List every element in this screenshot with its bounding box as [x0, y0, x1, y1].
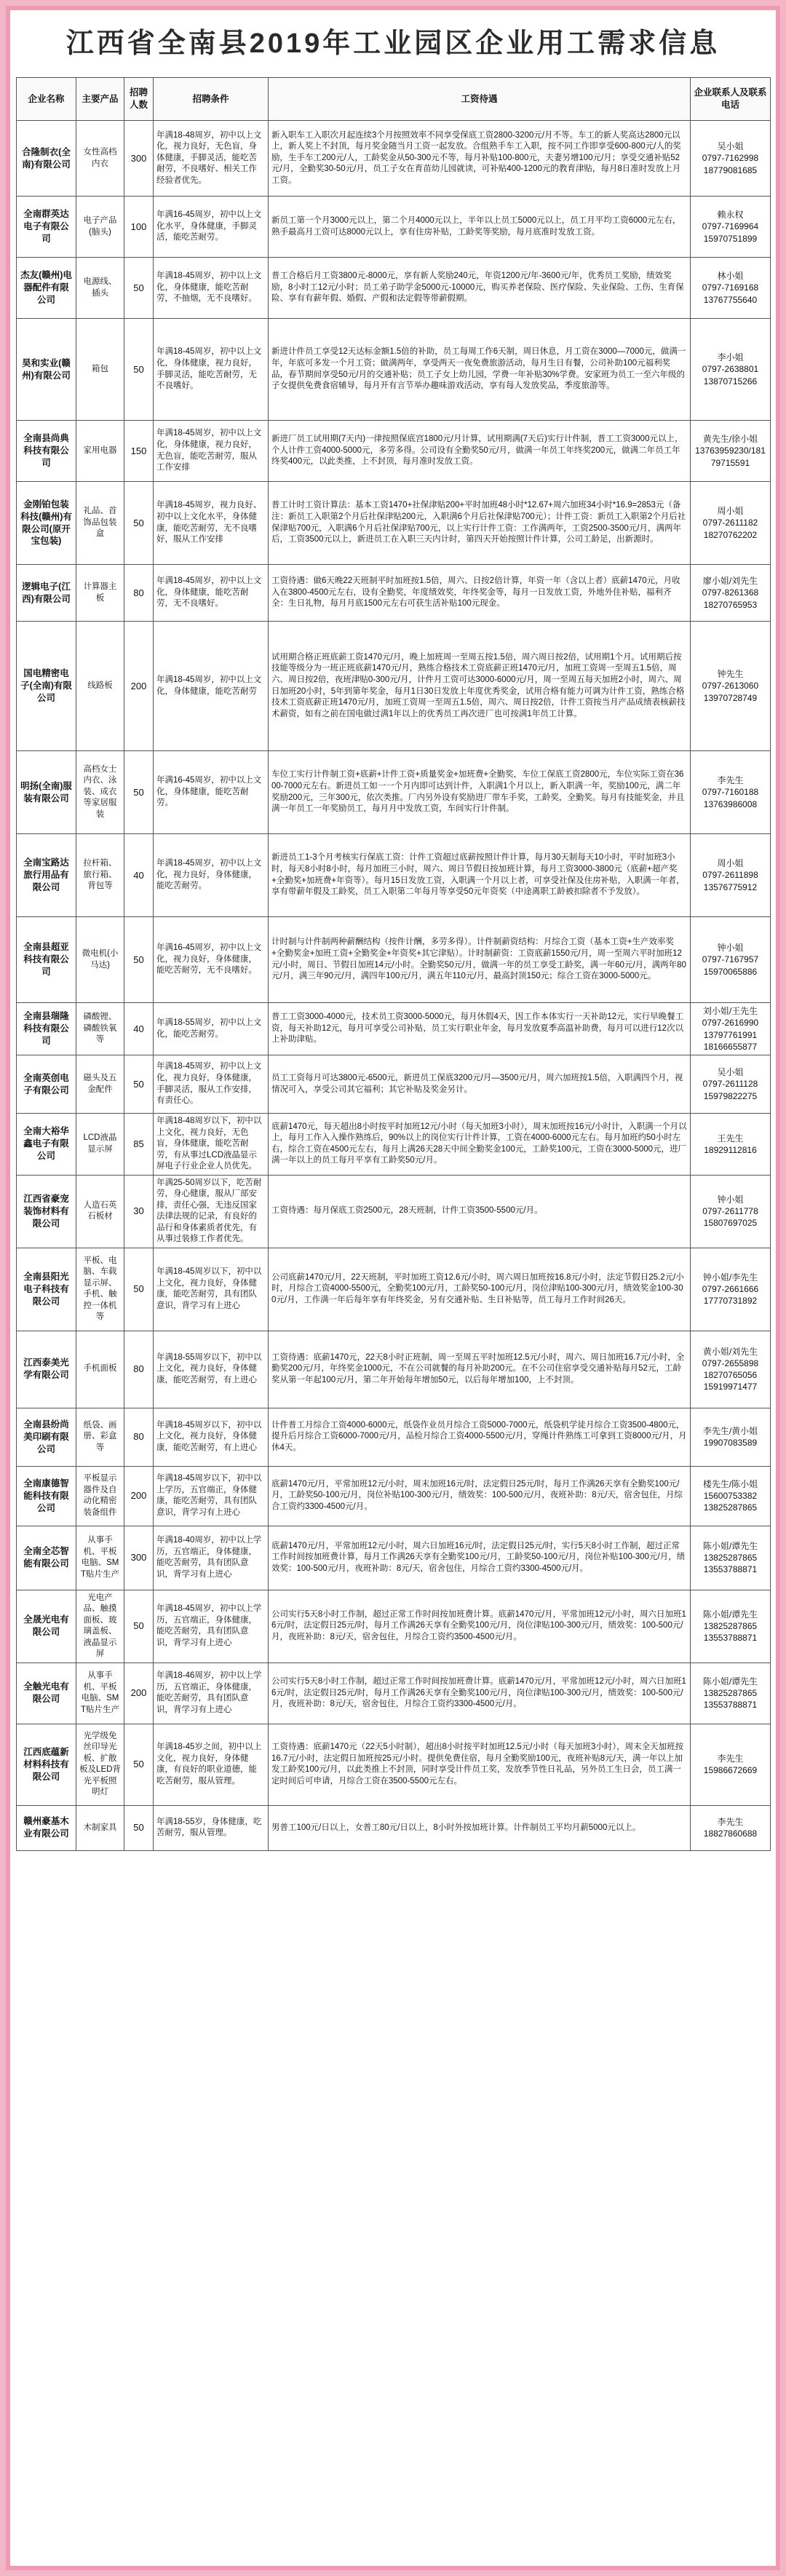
table-row [17, 482, 771, 565]
product-cell: 磷酸锂、磷酸铁氧等 [76, 1003, 124, 1055]
salary-cell: 新员工第一个月3000元以上，第二个月4000元以上，半年以上员工5000元以上，员工月平均工资6000元左右，熟手最高月工资可达8000元以上，享有住房补贴，工龄奖等奖励，每月底准时发放工资。 [269, 197, 691, 258]
hiring-count: 30 [124, 1175, 154, 1248]
hiring-count: 40 [124, 834, 154, 917]
requirements-cell: 年满18-45周岁，视力良好、初中以上文化水平，身体健康，能吃苦耐劳，无不良嗜好，服从工作安排 [154, 482, 269, 565]
company-name: 全晟光电有限公司 [17, 1590, 76, 1662]
contact-cell: 陈小姐/谭先生 13825287865 13553788871 [691, 1590, 771, 1662]
header-company: 企业名称 [17, 78, 76, 121]
table-row [17, 565, 771, 622]
contact-cell: 李先生/黄小姐 19907083589 [691, 1408, 771, 1466]
table-row [17, 1055, 771, 1114]
company-name: 全南县瑞隆科技有限公司 [17, 1003, 76, 1055]
hiring-count: 50 [124, 1055, 154, 1114]
header-product: 主要产品 [76, 78, 124, 121]
contact-cell: 陈小姐/谭先生 13825287865 13553788871 [691, 1662, 771, 1724]
hiring-count: 50 [124, 258, 154, 319]
salary-cell: 计件普工月综合工资4000-6000元，纸袋作业员月综合工资5000-7000元，纸袋机学徒月综合工资3500-4800元，提升后月综合工资6000-7000元/月，品检月综合工资4000-5500元/月，穿绳计件熟练工可拿到工资8000元/月，月休4天。 [269, 1408, 691, 1466]
table-row [17, 1114, 771, 1176]
hiring-count: 300 [124, 1526, 154, 1590]
product-cell: 平板显示器件及自动化精密装备组件 [76, 1466, 124, 1526]
salary-cell: 新进计件员工享受12天达标金额1.5倍的补助，员工每周工作6天制，周日休息，月工资在3000—7000元，做满一年，年底可多发一个月工资；做满两年，享受两天一夜免费旅游活动，每月生日有餐，公司补助100元福利奖品，春节期间享受50元/月的交通补贴；员工子女上幼儿园，学费一年补贴30%学费。安家班为员工一至六年级的子女提供免费食宿辅导，每月开有言节举办趣味游戏活动，享有每人发放奖品，季度旅游等。 [269, 319, 691, 421]
product-cell: 电源线、插头 [76, 258, 124, 319]
hiring-count: 100 [124, 197, 154, 258]
table-row [17, 622, 771, 751]
hiring-count: 200 [124, 622, 154, 751]
company-name: 江西省豪宠装饰材料有限公司 [17, 1175, 76, 1248]
page-frame [10, 10, 776, 2566]
hiring-count: 200 [124, 1662, 154, 1724]
table-row [17, 1331, 771, 1408]
product-cell: 礼品、首饰品包装盒 [76, 482, 124, 565]
salary-cell: 底薪1470元，每天超出8小时按平时加班12元/小时（每天加班3小时），周末加班按16元/小时计，入职满一个月以上，每月工作入入操作熟练后，90%以上的岗位实行计件计算，工资在4000-6000元左右。每月加班约50小时左右，综合工资在4500元左右，每月上满26天28天中间全勤奖金100元，工龄奖100元，工资在3000-5000元，进厂满一年以上的员工每月平享有工龄奖50元/月。 [269, 1114, 691, 1176]
salary-cell: 普工合格后月工资3800元-8000元，享有新人奖励240元，年资1200元/年-3600元/年，优秀员工奖励，绩效奖励，8小时工12元/小时；员工弟子助学金5000元-10000元，购买养老保险、医疗保险、失业保险、工伤、生育保险、享有有薪年假、婚假、产假和法定假等带薪假期。 [269, 258, 691, 319]
requirements-cell: 年满18-45周岁，初中以上文化，身体健康，能吃苦耐劳，不抽烟，无不良嗜好。 [154, 258, 269, 319]
header-requirements: 招聘条件 [154, 78, 269, 121]
header-count: 招聘人数 [124, 78, 154, 121]
requirements-cell: 年满18-48周岁，初中以上文化，视力良好，无色盲，身体健康，手脚灵活，能吃苦耐劳，不良嗜好、相关工作经验者优先。 [154, 121, 269, 197]
company-name: 全南全芯智能有限公司 [17, 1526, 76, 1590]
product-cell: 箱包 [76, 319, 124, 421]
company-name: 全南大裕华鑫电子有限公司 [17, 1114, 76, 1176]
contact-cell: 钟小姐/李先生 0797-2661666 17770731892 [691, 1248, 771, 1331]
product-cell: 光电产品、触摸面板、玻璃盖板、液晶显示屏 [76, 1590, 124, 1662]
requirements-cell: 年满16-45周岁，初中以上文化，身体健康，能吃苦耐劳。 [154, 751, 269, 834]
requirements-cell: 年满18-45周岁，初中以上文化，视力良好，身体健康，能吃苦耐劳。 [154, 834, 269, 917]
contact-cell: 钟小姐 0797-2611778 15807697025 [691, 1175, 771, 1248]
salary-cell: 公司实行5天8小时工作制，超过正常工作时间按加班费计算。底薪1470元/月，平常加班12元/小时，周六日加班16元/时，法定假日25元/时，每月工作满26天享有全勤奖100元/月，岗位津贴100-300元/月，绩效奖：100-500元/月，夜班补助：8元/天，宿舍包住，月综合工资约3300-4500元/月。 [269, 1662, 691, 1724]
contact-cell: 赖永权 0797-7169964 15970751899 [691, 197, 771, 258]
company-name: 明扬(全南)服装有限公司 [17, 751, 76, 834]
company-name: 全南宝路达旅行用品有限公司 [17, 834, 76, 917]
contact-cell: 李先生 18827860688 [691, 1805, 771, 1850]
table-row [17, 1248, 771, 1331]
requirements-cell: 年满18-55岁，身体健康，吃苦耐劳，服从管理。 [154, 1805, 269, 1850]
table-row [17, 1724, 771, 1805]
contact-cell: 周小姐 0797-2611182 18270762202 [691, 482, 771, 565]
salary-cell: 普工计时工资计算法：基本工资1470+社保津贴200+平时加班48小时*12.67+周六加班34小时*16.9=2853元（备注：新员工入职第2个月后社保津贴200元，入职满6个月后社保津贴700元）；计件工资：新员工入职第2个月后社保津贴700元，入职满6个月后社保津贴700元，以上实行计件工资：工作满两年，工资2500-3500元/月，满两年后，工资3500元以上，新进员工在入职三天内计时，第四天开始按照计件计算，公司工龄足，出新源时。 [269, 482, 691, 565]
hiring-count: 80 [124, 1331, 154, 1408]
table-row [17, 121, 771, 197]
table-header-row [17, 78, 771, 121]
contact-cell: 周小姐 0797-2611898 13576775912 [691, 834, 771, 917]
table-row [17, 834, 771, 917]
requirements-cell: 年满16-45周岁，初中以上文化，视力良好，身体健康，能吃苦耐劳，无不良嗜好。 [154, 917, 269, 1003]
header-contact: 企业联系人及联系电话 [691, 78, 771, 121]
salary-cell: 新进厂员工试用期(7天内)一律按照保底宫1800元/月计算，试用期满(7天后)实行计件制，普工工资3000元以上，个人计件工资4000-5000元，多劳多得。公司设有全勤奖50元/月，做满一年员工年终奖200元，做满二年员工年终奖400元，以此类推，上不封顶，每月准时发放工资。 [269, 421, 691, 482]
contact-cell: 王先生 18929112816 [691, 1114, 771, 1176]
requirements-cell: 年满25-50周岁以下，吃苦耐劳，身心健康，服从厂部安排，责任心强，无违反国家法律法规的记录，有良好的品行和身体素质者优先，有从事过装修工作者优先。 [154, 1175, 269, 1248]
company-name: 全触光电有限公司 [17, 1662, 76, 1724]
salary-cell: 底薪1470元/月，平常加班12元/小时，周六日加班16元/时，法定假日25元/时，实行5天8小时工作制，超过正常工作时间按加班费计算，每月工作满26天享有全勤奖100元/月，工龄奖50-100元/月，岗位补贴100-300元/月，绩效奖：100-500元/月，夜班补助：8元/天，宿舍包住，月综合工资约3300-4500元/月。 [269, 1526, 691, 1590]
product-cell: 从事手机、平板电脑、SMT贴片生产 [76, 1526, 124, 1590]
page-title: 江西省全南县2019年工业园区企业用工需求信息 [66, 28, 720, 59]
table-row [17, 1466, 771, 1526]
table-row [17, 1003, 771, 1055]
contact-cell: 钟小姐 0797-7167957 15970065886 [691, 917, 771, 1003]
requirements-cell: 年满18-45周岁以下，初中以上文化，视力良好，身体健康，能吃苦耐劳，有上进心 [154, 1408, 269, 1466]
contact-cell: 刘小姐/王先生 0797-2616990 13797761991 18166655877 [691, 1003, 771, 1055]
table-row [17, 258, 771, 319]
product-cell: 人造石英石板材 [76, 1175, 124, 1248]
product-cell: 木制家具 [76, 1805, 124, 1850]
requirements-cell: 年满18-55周岁，初中以上文化，能吃苦耐劳。 [154, 1003, 269, 1055]
contact-cell: 吴小姐 0797-7162998 18779081685 [691, 121, 771, 197]
requirements-cell: 年满18-46周岁，初中以上学历，五官端正，身体健康，能吃苦耐劳，具有团队意识，背学习有上进心 [154, 1662, 269, 1724]
requirements-cell: 年满18-45周岁以下，初中以上文化，视力良好，身体健康，能吃苦耐劳，具有团队意识，背学习有上进心 [154, 1248, 269, 1331]
company-name: 全南县阳光电子科技有限公司 [17, 1248, 76, 1331]
product-cell: 拉杆箱、旅行箱、背包等 [76, 834, 124, 917]
company-name: 合隆制衣(全南)有限公司 [17, 121, 76, 197]
contact-cell: 李先生 0797-7160188 13763986008 [691, 751, 771, 834]
salary-cell: 公司底薪1470元/月，22天班制，平时加班工资12.6元/小时，周六周日加班按16.8元/小时，法定节假日25.2元/小时，月综合工资4000-5500元，全勤奖100元/月，工龄奖50-100元/月，岗位津贴100-300元/月，绩效奖金100-300元/月，工作满一年后每年享有年终奖金，另有交通补贴、生日补贴等，员工每月工作时间26天。 [269, 1248, 691, 1331]
table-row [17, 1526, 771, 1590]
hiring-count: 300 [124, 121, 154, 197]
table-row [17, 917, 771, 1003]
table-row [17, 1590, 771, 1662]
product-cell: 线路板 [76, 622, 124, 751]
contact-cell: 李小姐 0797-2638801 13870715266 [691, 319, 771, 421]
hiring-count: 150 [124, 421, 154, 482]
table-row [17, 1805, 771, 1850]
company-name: 国电精密电子(全南)有限公司 [17, 622, 76, 751]
contact-cell: 李先生 15986672669 [691, 1724, 771, 1805]
company-name: 全南康德智能科技有限公司 [17, 1466, 76, 1526]
company-name: 逻辑电子(江西)有限公司 [17, 565, 76, 622]
hiring-count: 50 [124, 751, 154, 834]
salary-cell: 普工工资3000-4000元，技术员工资3000-5000元，每月休假4天，因工作本体实行一天补助12元，实行早晚餐工资，每天补助12元，每月可享受公司补贴，员工实行职业年金，每月发放夏季高温补助费，每月可以进行12次以上补助津贴。 [269, 1003, 691, 1055]
hiring-count: 50 [124, 319, 154, 421]
contact-cell: 廖小姐/刘先生 0797-8261368 18270765953 [691, 565, 771, 622]
product-cell: 女性高档内衣 [76, 121, 124, 197]
salary-cell: 工资待遇：每月保底工资2500元，28天班制，计件工资3500-5500元/月。 [269, 1175, 691, 1248]
contact-cell: 楼先生/陈小姐 15600753382 13825287865 [691, 1466, 771, 1526]
table-row [17, 751, 771, 834]
requirements-cell: 年满18-55周岁以下，初中以上文化，视力良好，身体健康，能吃苦耐劳，有上进心 [154, 1331, 269, 1408]
product-cell: 微电机(小马达) [76, 917, 124, 1003]
requirements-cell: 年满18-45周岁以下，初中以上学历，五官端正，身体健康，能吃苦耐劳，具有团队意识，背学习有上进心 [154, 1466, 269, 1526]
contact-cell: 林小姐 0797-7169168 13767755640 [691, 258, 771, 319]
table-row [17, 319, 771, 421]
salary-cell: 车位工实行计件制工资+底薪+计件工资+质量奖金+加班费+全勤奖，车位工保底工资2800元，车位实际工资在3600-7000元左右。新进员工如一一个月内即可达到计件，入职满1个月以上，新入职满一年，奖励100元，满二年奖励200元，三年300元，依次类推。厂内另外设有奖励进厂带车手奖，工龄奖，全勤奖。每月有技能奖金，并且满一年员工一年奖励员工，每月月中发放工资，车间实行计件制。 [269, 751, 691, 834]
salary-cell: 公司实行5天8小时工作制，超过正常工作时间按加班费计算。底薪1470元/月，平常加班12元/小时，周六日加班16元/时，法定假日25元/时，每月工作满26天享有全勤奖100元/月，岗位津贴100-300元/月，绩效奖：100-500元/月，夜班补助：8元/天，宿舍包住，月综合工资约3500-4500元/月。 [269, 1590, 691, 1662]
table-row [17, 421, 771, 482]
hiring-count: 50 [124, 917, 154, 1003]
salary-cell: 工资待遇：底薪1470元（22天5小时制），超出8小时按平时加班12.5元/小时（每天加班3小时），周末全天加班按16.7元/小时，法定假日加班按25元/小时。提供免费住宿，每月全勤奖励100元，夜班补贴8元/天，满一年以上加发工龄奖100元/月，以此类推上不封顶，同时享受计件员工奖，发放季节性日礼品，另外员工生日会，员工满一定时间后可申请，月综合工资在3500-5500元左右。 [269, 1724, 691, 1805]
company-name: 全南县尚典科技有限公司 [17, 421, 76, 482]
hiring-count: 80 [124, 565, 154, 622]
table-row [17, 1408, 771, 1466]
product-cell: 家用电器 [76, 421, 124, 482]
job-table [16, 77, 771, 1851]
table-row [17, 197, 771, 258]
table-row [17, 1175, 771, 1248]
product-cell: 电子产品(脑头) [76, 197, 124, 258]
salary-cell: 底薪1470元/月，平常加班12元/小时，周末加班16元/时，法定假日25元/时，每月工作满26天享有全勤奖100元/月，工龄奖50-100元/月，岗位补贴100-300元/月，绩效奖：100-500元/月，夜班补助：8元/天，宿舍包住，月综合工资约3300-4500元/月。 [269, 1466, 691, 1526]
company-name: 赣州豪基木业有限公司 [17, 1805, 76, 1850]
contact-cell: 黄先生/徐小姐 13763959230/18179715591 [691, 421, 771, 482]
company-name: 杰友(赣州)电器配件有限公司 [17, 258, 76, 319]
company-name: 全南英创电子有限公司 [17, 1055, 76, 1114]
table-row [17, 1662, 771, 1724]
product-cell: 纸袋、画册、彩盒等 [76, 1408, 124, 1466]
hiring-count: 50 [124, 482, 154, 565]
salary-cell: 新入职车工入职次月起连续3个月按照效率不同享受保底工资2800-3200元/月不等。车工的新人奖高达2800元以上，新人奖上不封顶，每月奖金随当月工资一起发放。合组熟手车工入职，按不同工作即享受600-800元/人的奖励，生手车工200元/人，工龄奖金从50-300元不等，每月补贴100-800元，夫妻另增100元/月；享受交通补贴52元/月，全勤奖30-50元/月，员工子女在育苗幼儿园就读，可补贴400-1200元的教育津贴，每月8日准时发放上月工资。 [269, 121, 691, 197]
salary-cell: 工资待遇：做6天晚22天班制平时加班按1.5倍，周六、日按2倍计算，年资一年（含以上者）底薪1470元，月收入在3800-4500元左右，设有全勤奖，年度绩效奖，年终奖金等，每月一日发放工资，外地外住补贴，福利齐全：生日礼物，每月月底1500元左右可获生活补贴100元现金。 [269, 565, 691, 622]
company-name: 全南县纷尚美印刷有限公司 [17, 1408, 76, 1466]
product-cell: 光学级免丝印导光板、扩散板及LED背光平板照明灯 [76, 1724, 124, 1805]
requirements-cell: 年满18-45周岁，初中以上学历，五官端正，身体健康，能吃苦耐劳，具有团队意识，背学习有上进心 [154, 1590, 269, 1662]
requirements-cell: 年满16-45周岁，初中以上文化水平，身体健康，手脚灵活，能吃苦耐劳。 [154, 197, 269, 258]
salary-cell: 工资待遇：底薪1470元，22天8小时正班制，周一至周五平时加班12.5元/小时，周六、周日加班16.7元/小时，全勤奖200元/月，年终奖金1000元，不在公司就餐的每月补助200元。在不公司住宿享受交通补贴每月52元，工龄奖从第一年起100元/月，第二年开始每年增加50元，以后每年增加100，上不封顶。 [269, 1331, 691, 1408]
hiring-count: 200 [124, 1466, 154, 1526]
product-cell: LCD液晶显示屏 [76, 1114, 124, 1176]
hiring-count: 80 [124, 1408, 154, 1466]
requirements-cell: 年满18-45周岁，初中以上文化，身体健康，能吃苦耐劳 [154, 622, 269, 751]
company-name: 金刚铂包装科技(赣州)有限公司(原开宝包装) [17, 482, 76, 565]
hiring-count: 40 [124, 1003, 154, 1055]
salary-cell: 新进员工1-3个月考核实行保底工资：计件工资超过底薪按照计件计算，每月30天制每天10小时，平时加班3小时，每天8小时8小时，每月加班三小时，周六、周日节假日按加班计算，每月工资3000-3800元（底薪+超产奖+全勤奖+加班费+年资等）。每月15日发放工资，入职满一个月以上者，可享受社保及住房补贴，入职满一年者，享有带薪年假及工龄奖，员工入职第二年每月等享受50元年资奖（中途离职工龄被扣除者不予发放）。 [269, 834, 691, 917]
contact-cell: 吴小姐 0797-2611128 15979822275 [691, 1055, 771, 1114]
company-name: 昊和实业(赣州)有限公司 [17, 319, 76, 421]
product-cell: 手机面板 [76, 1331, 124, 1408]
requirements-cell: 年满18-40周岁，初中以上学历，五官端正，身体健康，能吃苦耐劳，具有团队意识，背学习有上进心 [154, 1526, 269, 1590]
salary-cell: 男普工100元/日以上，女普工80元/日以上，8小时外按加班计算。计件制员工平均月薪5000元以上。 [269, 1805, 691, 1850]
requirements-cell: 年满18-45周岁，初中以上文化，视力良好，身体健康，手脚灵活，服从工作安排，有责任心。 [154, 1055, 269, 1114]
contact-cell: 黄小姐/刘先生 0797-2655898 18270765056 15919971477 [691, 1331, 771, 1408]
hiring-count: 50 [124, 1590, 154, 1662]
company-name: 全南县超亚科技有限公司 [17, 917, 76, 1003]
contact-cell: 陈小姐/谭先生 13825287865 13553788871 [691, 1526, 771, 1590]
requirements-cell: 年满18-45岁之间，初中以上文化，视力良好，身体健康，有良好的职业道德，能吃苦耐劳，服从管理。 [154, 1724, 269, 1805]
salary-cell: 计时制与计件制两种薪酬结构（按件计酬，多劳多得）。计件制薪资结构：月综合工资（基本工资+生产效率奖+全勤奖金+加班工资+全勤奖金+年资奖+其它津贴）。计时制薪资：工资底薪1550元/月，周一至周六平时加班12元/小时，周日、节假日加班14元/小时。全勤奖50元/月，做满一年的员工享受工龄奖，满一年60元/月，满两年80元/月，满三年90元/月，满四年100元/月，满五年110元/月，最高封顶150元；综合工资在3000-5000元。 [269, 917, 691, 1003]
product-cell: 平板、电脑、车载显示屏、手机、触控一体机等 [76, 1248, 124, 1331]
product-cell: 从事手机、平板电脑、SMT贴片生产 [76, 1662, 124, 1724]
hiring-count: 85 [124, 1114, 154, 1176]
company-name: 江西底蕴新材料科技有限公司 [17, 1724, 76, 1805]
requirements-cell: 年满18-45周岁，初中以上文化，身体健康，能吃苦耐劳，无不良嗜好。 [154, 565, 269, 622]
contact-cell: 钟先生 0797-2613060 13970728749 [691, 622, 771, 751]
company-name: 江西泰美光学有限公司 [17, 1331, 76, 1408]
header-salary: 工资待遇 [269, 78, 691, 121]
requirements-cell: 年满18-45周岁，初中以上文化，身体健康，视力良好，手脚灵活，能吃苦耐劳，无不良嗜好。 [154, 319, 269, 421]
product-cell: 磁头及五金配件 [76, 1055, 124, 1114]
salary-cell: 试用期合格正班底薪工资1470元/月，晚上加班周一至周五按1.5倍，周六周日按2倍，试用期1个月。试用期后按技能等级分为一班正班底薪1470元/月，熟练合格技术工资底薪正班1470元/月，加班工资周一至周五1.5倍，周六、周日按2倍，夜班津贴0-300元/月，计件月工资可达3000-6000元/月，周一至周五每天加班2小时，周六、周日加班20小时，5年到第年奖金，每月1日30日发放上年度优秀奖金，试用合格有能力可调为计件工资，熟练合格技术工资底薪正班1470元/月，加班工资周一至周五1.5倍，周六、周日按2倍，计件工资按当月产品成绩表核薪技术薪资，如有之前在国电做过满1年以上的优秀员工再次进厂也可按满1年员工计算。 [269, 622, 691, 751]
hiring-count: 50 [124, 1805, 154, 1850]
requirements-cell: 年满18-45周岁，初中以上文化，身体健康，视力良好，无色盲，能吃苦耐劳，服从工作安排 [154, 421, 269, 482]
requirements-cell: 年满18-48周岁以下，初中以上文化，视力良好，无色盲，身体健康，能吃苦耐劳，有从事过LCD液晶显示屏电子行业企业人员优先。 [154, 1114, 269, 1176]
company-name: 全南群英达电子有限公司 [17, 197, 76, 258]
hiring-count: 50 [124, 1724, 154, 1805]
hiring-count: 50 [124, 1248, 154, 1331]
product-cell: 计算器主板 [76, 565, 124, 622]
product-cell: 高档女士内衣、泳装、成衣等家居服装 [76, 751, 124, 834]
salary-cell: 员工工资每月可达3800元-6500元，新进员工保底3200元/月—3500元/月，周六加班按1.5倍，入职满四个月，视情况可入，享受公司其它福利；其它补贴及奖金另计。 [269, 1055, 691, 1114]
